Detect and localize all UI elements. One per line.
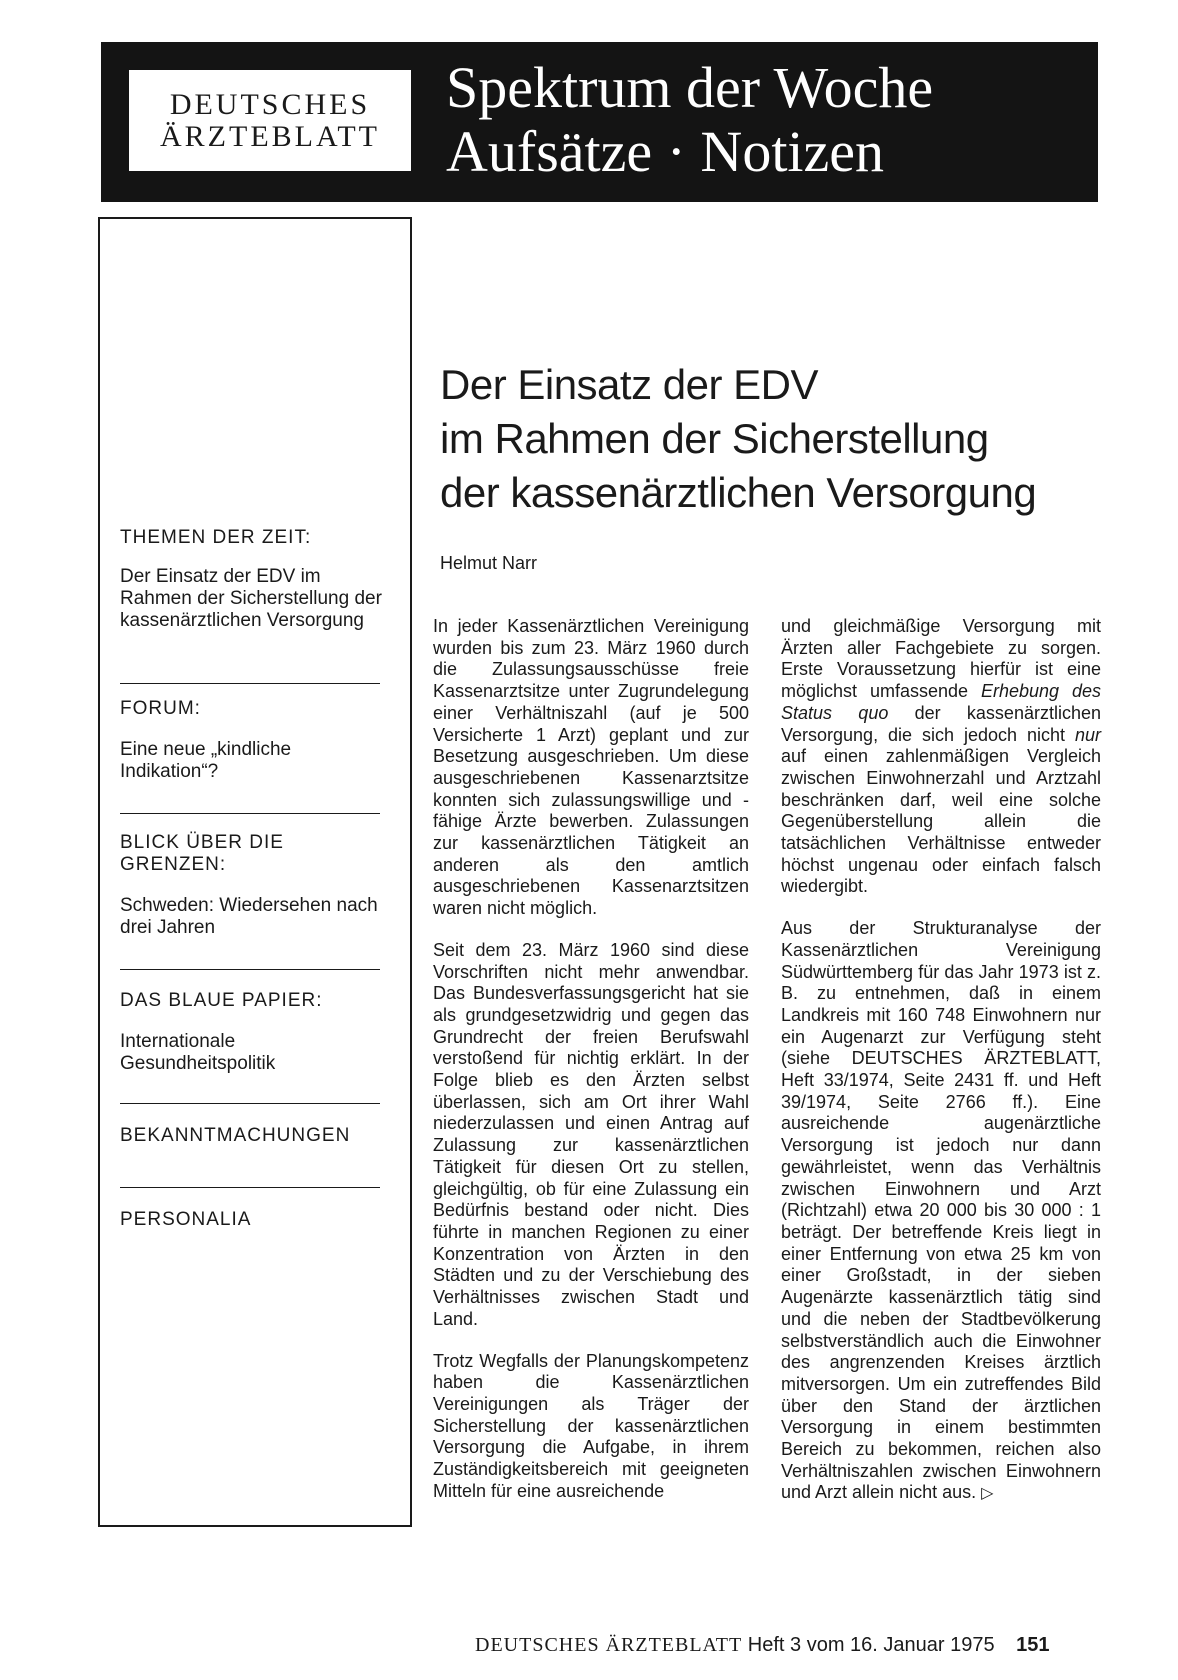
sidebar-heading-forum: FORUM: xyxy=(120,698,201,719)
sidebar-text-themen: Der Einsatz der EDV im Rahmen der Sicherstellung der kassenärztlichen Versorgung xyxy=(120,566,382,631)
section-title xyxy=(446,56,933,184)
sidebar-divider xyxy=(120,813,380,814)
sidebar-divider xyxy=(120,1103,380,1104)
emphasis-text: nur xyxy=(1074,724,1101,745)
article-title-line-2: im Rahmen der Sicherstellung xyxy=(440,415,989,462)
logo-line-2: ÄRZTEBLATT xyxy=(160,119,380,153)
contents-sidebar xyxy=(98,217,412,1527)
sidebar-divider xyxy=(120,969,380,970)
article-title-line-3: der kassenärztlichen Versorgung xyxy=(440,469,1037,516)
article-author: Helmut Narr xyxy=(440,553,538,573)
body-paragraph: Trotz Wegfalls der Planungskompetenz haben die Kassenärztlichen Vereinigungen als Träger der Sicherstellung der kassenärztlichen Versorgung die Aufgabe, in ihrem Zuständigkeitsbereich mit geeigneten Mitteln für eine ausreichende xyxy=(433,1350,749,1501)
section-title-line-2: Aufsätze · Notizen xyxy=(446,119,885,184)
body-paragraph xyxy=(781,616,1101,898)
sidebar-text-papier: Internationale Gesundheitspolitik xyxy=(120,1031,276,1074)
body-paragraph: Seit dem 23. März 1960 sind diese Vorschriften nicht mehr anwendbar. Das Bundesverfassungsgericht hat sie als grundgesetzwidrig und gegen das Grundrecht der freien Berufswahl verstoßend für nichtig erklärt. In der Folge blieb es den Ärzten selbst überlassen, sich am Ort ihrer Wahl niederzulassen und einen Antrag auf Zulassung zur kassenärztlichen Tätigkeit für diesen Ort zu stellen, gleichgültig, ob für eine Zulassung ein Bedürfnis bestand oder nicht. Dies führte in manchen Regionen zu einer Konzentration von Ärzten in den Städten und zu der Verschiebung des Verhältnisses zwischen Stadt und Land. xyxy=(433,939,749,1329)
sidebar-heading-themen: THEMEN DER ZEIT: xyxy=(120,527,312,548)
article-title-line-1: Der Einsatz der EDV xyxy=(440,361,818,408)
page-footer xyxy=(475,1634,1050,1657)
footer-issue: Heft 3 vom 16. Januar 1975 xyxy=(747,1634,995,1656)
journal-logo xyxy=(129,70,411,171)
sidebar-heading-bekanntmachungen: BEKANNTMACHUNGEN xyxy=(120,1125,351,1146)
footer-journal: DEUTSCHES ÄRZTEBLATT xyxy=(475,1634,743,1656)
body-text: Aus der Strukturanalyse der Kassenärztlichen Vereinigung Südwürttemberg für das Jahr 1973 ist z. B. zu entnehmen, daß in einem Landkreis mit 160 748 Einwohnern nur ein Augenarzt zur Verfügung steht (siehe DEUTSCHES ÄRZTEBLATT, Heft 33/1974, Seite 2431 ff. und Heft 39/1974, Seite 2766 ff.). Eine ausreichende augenärztliche Versorgung ist jedoch nur dann gewährleistet, wenn das Verhältnis zwischen Einwohnern und Arzt (Richtzahl) etwa 20 000 bis 30 000 : 1 beträgt. Der betreffende Kreis liegt in einer Entfernung von etwa 25 km von einer Großstadt, in der sieben Augenärzte kassenärztlich tätig sind und die neben der Stadtbevölkerung selbstverständlich auch die Einwohner des angrenzenden Kreises ärztlich mitversorgen. Um ein zutreffendes Bild über den Stand der ärztlichen Versorgung in einem bestimmten Bereich zu bekommen, reichen also Verhältniszahlen zwischen Einwohnern und Arzt allein nicht aus. xyxy=(781,918,1101,1503)
sidebar-heading-blick: BLICK ÜBER DIE GRENZEN: xyxy=(120,832,284,875)
sidebar-text-blick: Schweden: Wiedersehen nach drei Jahren xyxy=(120,895,378,938)
body-text: und gleichmäßige Versorgung mit Ärzten aller Fachgebiete zu sorgen. Erste Voraussetzung hierfür ist eine möglichst umfassende xyxy=(781,616,1101,702)
sidebar-heading-papier: DAS BLAUE PAPIER: xyxy=(120,990,323,1011)
sidebar-heading-personalia: PERSONALIA xyxy=(120,1209,252,1230)
body-paragraph: In jeder Kassenärztlichen Vereinigung wurden bis zum 23. März 1960 durch die Zulassungsausschüsse freie Kassenarztsitze unter Zugrundelegung einer Verhältniszahl (auf je 500 Versicherte 1 Arzt) geplant und zur Besetzung ausgeschrieben. Um diese ausgeschriebenen Kassenarztsitze konnten sich zulassungswillige und -fähige Ärzte bewerben. Zulassungen zur kassenärztlichen Tätigkeit an anderen als den amtlich ausgeschriebenen Kassenarztsitzen waren nicht möglich. xyxy=(433,616,749,919)
sidebar-text-forum: Eine neue „kindliche Indikation“? xyxy=(120,739,292,782)
sidebar-divider xyxy=(120,683,380,684)
continue-triangle-icon: ▷ xyxy=(981,1485,994,1503)
emphasis-text: Erhebung des Status quo xyxy=(781,681,1101,723)
sidebar-divider xyxy=(120,1187,380,1188)
article-column-2 xyxy=(781,616,1101,1525)
body-text: der kassenärztlichen Versorgung, die sich jedoch nicht xyxy=(781,702,1101,745)
body-text: auf einen zahlenmäßigen Vergleich zwischen Einwohnerzahl und Arztzahl beschränken darf, weil eine solche Gegenüberstellung allein die tatsächlichen Verhältnisse entweder höchst ungenau oder einfach falsch wiedergibt. xyxy=(781,746,1101,897)
page-number: 151 xyxy=(1016,1634,1050,1656)
article-column-1 xyxy=(433,616,749,1522)
masthead xyxy=(101,42,1098,202)
article-title xyxy=(440,358,1140,520)
logo-line-1: DEUTSCHES xyxy=(169,87,371,121)
body-paragraph xyxy=(781,918,1101,1505)
section-title-line-1: Spektrum der Woche xyxy=(446,55,934,120)
